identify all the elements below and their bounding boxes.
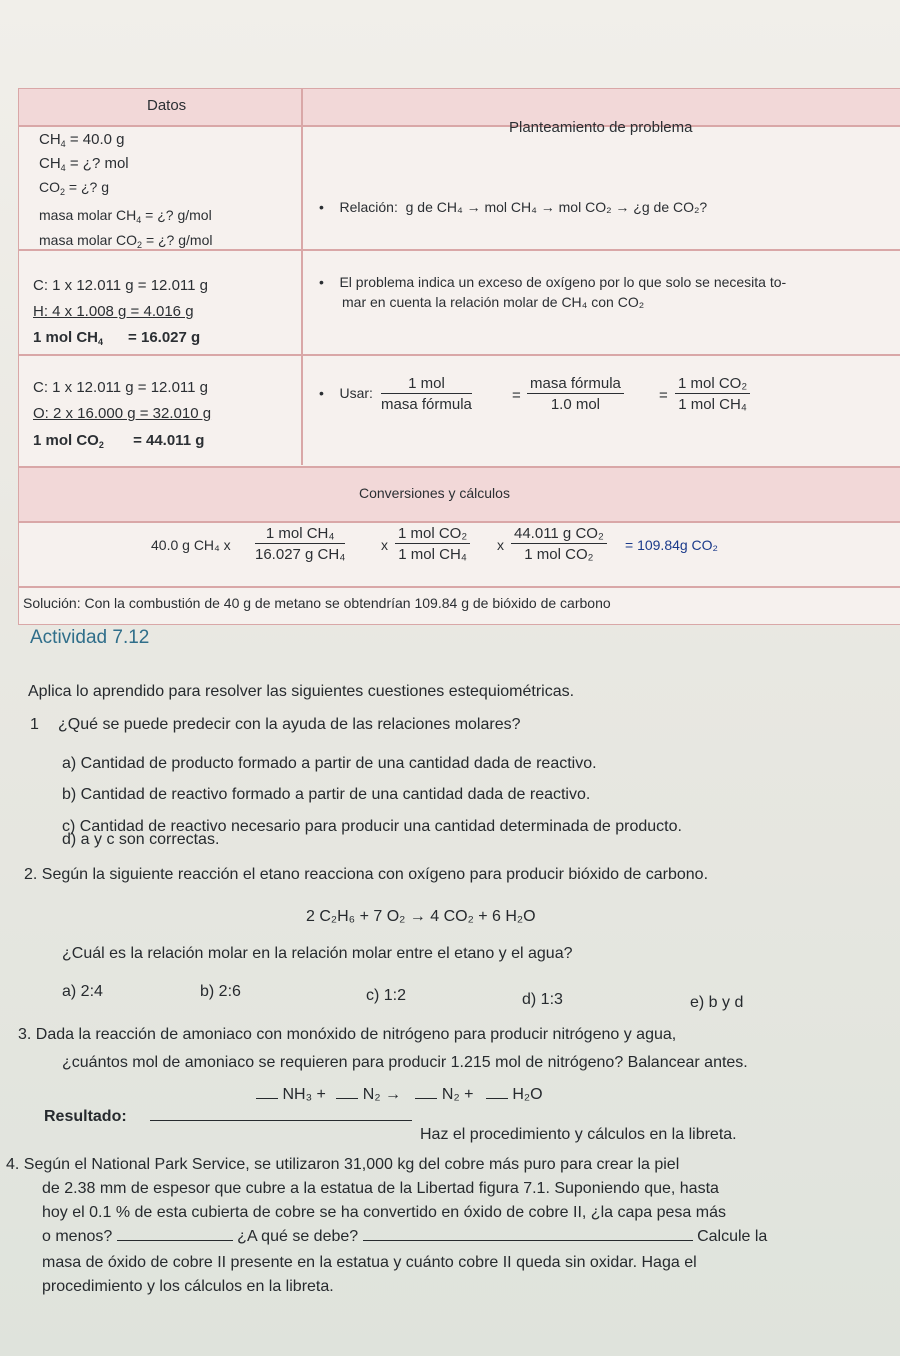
q3-line-1: 3. Dada la reacción de amoniaco con monóxido de nitrógeno para producir nitrógeno y agua, bbox=[18, 1026, 677, 1043]
blank-nh3-coefficient[interactable] bbox=[256, 1098, 278, 1099]
q2-equation: 2 C₂H₆ + 7 O₂ → 4 CO₂ + 6 H₂O bbox=[306, 908, 536, 925]
q2-option-e: e) b y d bbox=[690, 994, 744, 1011]
calc-fraction-3: 44.011 g CO₂ 1 mol CO₂ bbox=[511, 525, 607, 563]
q1-question: ¿Qué se puede predecir con la ayuda de las relaciones molares? bbox=[58, 716, 521, 733]
q2-question: 2. Según la siguiente reacción el etano reacciona con oxígeno para producir bióxido de carbono. bbox=[24, 866, 709, 883]
datum-mm-co2: masa molar $CO_2$ = ¿? g/mol bbox=[39, 232, 213, 250]
q4-line-3: hoy el 0.1 % de esta cubierta de cobre se ha convertido en óxido de cobre II, ¿la capa pesa más bbox=[42, 1204, 726, 1221]
q3-equation: NH₃ + N₂ → N₂ + H₂O bbox=[256, 1086, 543, 1104]
activity-title: Actividad 7.12 bbox=[30, 627, 150, 648]
calc-start: 40.0 g CH₄ x bbox=[151, 537, 231, 553]
q2-subquestion: ¿Cuál es la relación molar en la relación molar entre el etano y el agua? bbox=[62, 945, 573, 962]
blank-n2-product-coefficient[interactable] bbox=[415, 1098, 437, 1099]
co2-c-line: C: 1 x 12.011 g = 12.011 g bbox=[33, 379, 208, 396]
q1-number: 1 bbox=[30, 716, 39, 733]
datum-ch4-mass: $CH_4 = 40.0$ g bbox=[39, 131, 125, 149]
calc-fraction-1: 1 mol CH₄ 16.027 g CH₄ bbox=[255, 525, 346, 563]
ch4-h-line: H: 4 x 1.008 g = 4.016 g bbox=[33, 303, 194, 320]
q4-blank-mas-menos[interactable] bbox=[117, 1240, 233, 1241]
q1-option-b: b) Cantidad de reactivo formado a partir de una cantidad dada de reactivo. bbox=[62, 786, 591, 803]
q1-option-c: c) Cantidad de reactivo necesario para producir una cantidad determinada de producto. bbox=[62, 818, 682, 835]
q4-line-1: 4. Según el National Park Service, se utilizaron 31,000 kg del cobre más puro para crear la piel bbox=[6, 1156, 680, 1173]
q3-procedimiento: Haz el procedimiento y cálculos en la libreta. bbox=[420, 1126, 737, 1143]
q2-option-d: d) 1:3 bbox=[522, 991, 563, 1008]
bullet-problema-1: • El problema indica un exceso de oxígeno por lo que solo se necesita to- bbox=[319, 274, 787, 290]
bullet-relacion: • Relación: g de CH₄ → mol CH₄ → mol CO₂ → ¿g de CO₂? bbox=[319, 199, 708, 215]
q4-line-4: o menos? ¿A qué se debe? Calcule la bbox=[42, 1228, 768, 1245]
bullet-usar: • Usar: bbox=[319, 385, 373, 401]
activity-intro: Aplica lo aprendido para resolver las siguientes cuestiones estequiométricas. bbox=[28, 683, 575, 700]
calc-result: = 109.84g CO₂ bbox=[625, 537, 718, 553]
q1-option-a: a) Cantidad de producto formado a partir de una cantidad dada de reactivo. bbox=[62, 755, 597, 772]
ch4-molar-mass: 1 mol $CH_4$ = 16.027 g bbox=[33, 329, 201, 347]
q4-line-6: procedimiento y los cálculos en la libreta. bbox=[42, 1278, 334, 1295]
datum-mm-ch4: masa molar $CH_4$ = ¿? g/mol bbox=[39, 207, 212, 225]
q4-blank-porque[interactable] bbox=[363, 1240, 693, 1241]
plan-header: Planteamiento de problema bbox=[509, 119, 693, 136]
blank-n2-reactant-coefficient[interactable] bbox=[336, 1098, 358, 1099]
solucion-text: Solución: Con la combustión de 40 g de metano se obtendrían 109.84 g de bióxido de carbono bbox=[23, 595, 611, 611]
fraction-mol-ratio: 1 mol CO₂ 1 mol CH₄ bbox=[675, 375, 750, 413]
bullet-problema-2: mar en cuenta la relación molar de CH₄ con CO₂ bbox=[342, 294, 645, 310]
q3-resultado-blank[interactable] bbox=[150, 1120, 412, 1121]
datum-co2-g: $CO_2$ = ¿? g bbox=[39, 179, 109, 197]
q2-option-a: a) 2:4 bbox=[62, 983, 103, 1000]
worked-example-table: Datos Planteamiento de problema $CH_4 = 40.0$ g $CH_4$ = ¿? mol $CO_2$ = ¿? g masa molar $CH_4$ = ¿? g/mol masa molar $CO_2$ = ¿? g/mol C: 1 x 12.011 g = 12.011 g H: 4 x 1.008 g = 4.016 g 1 mol $CH_4$ = 16.027 g C: 1 x 12.011 g = 12.011 g O: 2 x 16.000 g = 32.010 g 1 mol $CO_2$ = 44.011 g • Relación: g de CH₄ → mol CH₄ → mol CO₂ → ¿g de CO₂? • El problema indica un exceso de oxígeno por lo que solo se necesita to- mar en cuenta la relación molar de CH₄ con CO₂ • Usar: 1 mol masa fórmula = masa fórmula 1.0 mol = 1 mol CO₂ 1 mol CH₄ Conversiones y cálculos 40.0 g CH₄ x 1 mol CH₄ 16.027 g CH₄ x 1 mol CO₂ 1 mol CH₄ x 44.011 g CO₂ 1 mol CO₂ = 109.84g CO₂ Solución: Con la combustión de 40 g de metano se obtendrían 109.84 g de bióxido de carbono bbox=[18, 88, 900, 625]
datum-ch4-mol: $CH_4$ = ¿? mol bbox=[39, 155, 129, 173]
co2-molar-mass: 1 mol $CO_2$ = 44.011 g bbox=[33, 432, 205, 450]
blank-h2o-coefficient[interactable] bbox=[486, 1098, 508, 1099]
q1-option-d: d) a y c son correctas. bbox=[62, 831, 220, 848]
calc-fraction-2: 1 mol CO₂ 1 mol CH₄ bbox=[395, 525, 470, 563]
q4-line-2: de 2.38 mm de espesor que cubre a la estatua de la Libertad figura 7.1. Suponiendo que, hasta bbox=[42, 1180, 719, 1197]
fraction-mass-over-mol: masa fórmula 1.0 mol bbox=[527, 375, 624, 413]
ch4-c-line: C: 1 x 12.011 g = 12.011 g bbox=[33, 277, 208, 294]
q2-option-b: b) 2:6 bbox=[200, 983, 241, 1000]
datos-header: Datos bbox=[147, 97, 187, 114]
q3-line-2: ¿cuántos mol de amoniaco se requieren para producir 1.215 mol de nitrógeno? Balancear antes. bbox=[62, 1054, 748, 1071]
q4-line-5: masa de óxido de cobre II presente en la estatua y cuánto cobre II queda sin oxidar. Haga el bbox=[42, 1254, 697, 1271]
q3-resultado-label: Resultado: bbox=[44, 1108, 127, 1125]
fraction-mol-over-mass: 1 mol masa fórmula bbox=[381, 375, 472, 413]
co2-o-line: O: 2 x 16.000 g = 32.010 g bbox=[33, 405, 212, 422]
conversiones-header: Conversiones y cálculos bbox=[359, 485, 510, 501]
q2-option-c: c) 1:2 bbox=[366, 987, 407, 1004]
